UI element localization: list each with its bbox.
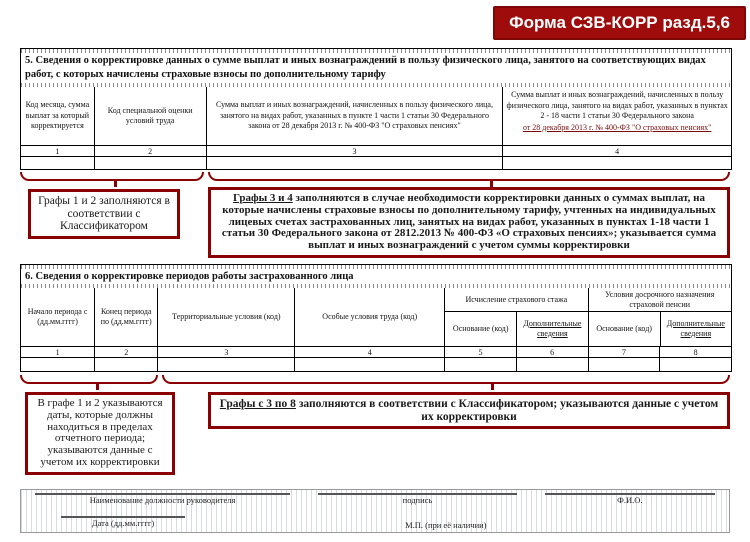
s5-col4-header-text: Сумма выплат и иных вознаграждений, начисленных в пользу физического лица, занятого на видах работ, указанных в пунктах 2 - 18 части 1 статьи 30 Федерального закона — [506, 90, 728, 120]
s5-col2-header: Код специальной оценки условий труда — [94, 87, 206, 145]
brace-stem — [114, 179, 117, 187]
s6-empty-cell — [157, 358, 294, 371]
s5-callout-cols3-4 — [208, 187, 730, 258]
s6-col6-number: 6 — [516, 347, 588, 357]
s5-col4-number: 4 — [502, 146, 731, 156]
s5-col3-header: Сумма выплат и иных вознаграждений, начисленных в пользу физического лица, занятого на видах работ, указанных в пункте 1 части 1 статьи 30 Федерального закона от 28 декабря 2013 г. № 400-ФЗ "О страховых пенсиях" — [206, 87, 503, 145]
s6-empty-cell — [588, 358, 660, 371]
s6-col5-number: 5 — [444, 347, 516, 357]
s6-group-stazh-title: Исчисление страхового стажа — [445, 288, 587, 312]
section5-form-table — [20, 48, 732, 170]
s6-col8-number: 8 — [659, 347, 731, 357]
s5-empty-cell — [21, 157, 94, 169]
s5-callout-cols1-2 — [28, 189, 180, 239]
s5-brace-cols3-4 — [208, 172, 730, 181]
brace-stem — [96, 382, 99, 390]
s5-empty-cell — [206, 157, 503, 169]
brace-stem — [490, 179, 493, 187]
position-field — [21, 490, 304, 513]
s6-callout-right-lead: Графы с 3 по 8 — [219, 398, 296, 410]
signature-field — [304, 490, 531, 513]
s5-empty-row — [21, 156, 731, 169]
s5-callout-right-body: заполняются в случае необходимости корректировки данных о суммах выплат, на которые начислены страховые взносы по дополнительному тарифу, учтенных на индивидуальных лицевых счетах застрахованных лиц, занятых на видах работ, указанных в пунктах 1-18 части 1 статьи 30 Федерального закона от 2812.2013 № 400-ФЗ «О страховых пенсиях»; указывается сумма выплат и иных вознаграждений с учетом суммы корректировки — [221, 192, 717, 252]
s6-brace-cols3-8 — [162, 375, 730, 384]
s5-col1-number: 1 — [55, 146, 60, 156]
s5-callout-left-text: Графы 1 и 2 заполняются в соответствии с Классификатором — [38, 195, 170, 232]
s6-empty-cell — [659, 358, 731, 371]
section6-title: 6. Сведения о корректировке периодов работы застрахованного лица — [25, 271, 354, 282]
s6-col4-number: 4 — [294, 347, 444, 357]
signature-block — [20, 489, 730, 533]
s5-callout-right-lead: Графы 3 и 4 — [233, 192, 293, 204]
s5-empty-cell — [502, 157, 731, 169]
s6-number-row — [21, 346, 731, 357]
s6-empty-cell — [294, 358, 444, 371]
s6-callout-cols3-8 — [208, 392, 730, 429]
s6-empty-cell — [516, 358, 588, 371]
s6-empty-cell — [21, 358, 94, 371]
s6-col7-header: Основание (код) — [596, 323, 652, 333]
signature-row-bottom — [21, 513, 729, 533]
s6-empty-cell — [94, 358, 157, 371]
s6-col1-number: 1 — [55, 347, 60, 357]
s6-brace-cols1-2 — [20, 375, 158, 384]
s6-group-stazh — [444, 288, 587, 346]
s6-col6-header: Дополнительные сведения — [516, 312, 587, 346]
s5-col4-header-note: от 28 декабря 2013 г. № 400-ФЗ "О страховых пенсиях" — [522, 122, 712, 132]
s5-col2-number: 2 — [94, 146, 206, 156]
s6-group-pension-title: Условия досрочного назначения страховой пенсии — [589, 288, 731, 312]
s5-col1-header: Код месяца, сумма выплат за который корректируется — [25, 100, 90, 131]
section5-title: 5. Сведения о корректировке данных о сумме выплат и иных вознаграждений в пользу физического лица, занятого на соответствующих видах работ, с которых начислены страховые взносы по дополнительному тарифу — [25, 55, 706, 80]
signature-row-top — [21, 490, 729, 513]
s6-empty-row — [21, 357, 731, 371]
s6-callout-right-body: заполняются в соответствии с Классификатором; указываются данные с учетом их корректировки — [295, 398, 719, 423]
s6-col5-header: Основание (код) — [452, 323, 509, 333]
position-label: Наименование должности руководителя — [89, 495, 236, 505]
stamp-field — [304, 513, 587, 533]
stamp-label: М.П. (при её наличии) — [405, 520, 487, 530]
s6-col4-header: Особые условия труда (код) — [294, 288, 444, 346]
s6-col3-header: Территориальные условия (код) — [157, 288, 294, 346]
s5-col4-header — [502, 87, 731, 145]
brace-stem — [491, 382, 494, 390]
banner-title: Форма СЗВ-КОРР разд.5,6 — [509, 13, 730, 32]
section6-form-table — [20, 264, 732, 372]
s6-callout-cols1-2 — [25, 392, 175, 475]
s6-col2-number: 2 — [94, 347, 157, 357]
form-title-banner — [493, 6, 746, 40]
s6-col7-number: 7 — [588, 347, 660, 357]
s6-col1-header: Начало периода с (дд.мм.гггг) — [27, 306, 88, 326]
signature-label: подпись — [402, 495, 433, 505]
fio-label: Ф.И.О. — [617, 495, 643, 505]
s6-col3-number: 3 — [157, 347, 294, 357]
s5-brace-cols1-2 — [20, 172, 204, 181]
s5-empty-cell — [94, 157, 206, 169]
date-label: Дата (дд.мм.гггг) — [91, 518, 155, 528]
fio-field — [531, 490, 729, 513]
s6-col8-header: Дополнительные сведения — [660, 312, 731, 346]
date-field — [21, 513, 304, 533]
s6-group-pension — [588, 288, 731, 346]
s6-callout-left-text: В графе 1 и 2 указываются даты, которые должны находиться в пределах отчетного периода; указываются данные с учетом их корректировки — [37, 397, 163, 468]
s5-col3-number: 3 — [206, 146, 503, 156]
s6-header-row — [21, 288, 731, 346]
s6-empty-cell — [444, 358, 516, 371]
s5-header-row — [21, 87, 731, 145]
s6-col2-header: Конец периода по (дд.мм.гггг) — [94, 288, 157, 346]
s5-number-row — [21, 145, 731, 156]
